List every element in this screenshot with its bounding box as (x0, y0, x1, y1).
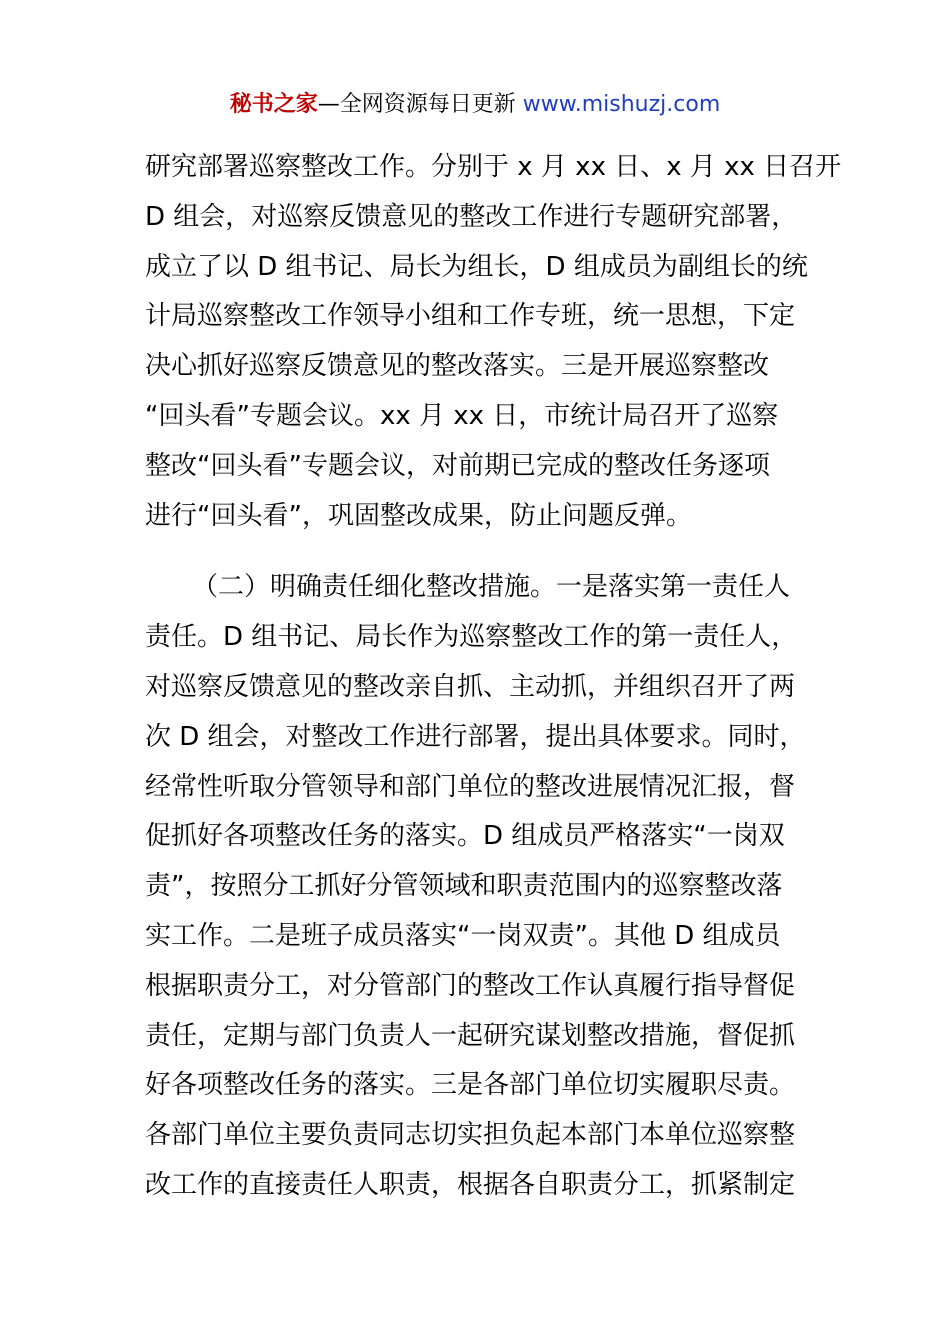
text-line: 进行“回头看”，巩固整改成果，防止问题反弹。 (145, 500, 692, 531)
text-line: 成立了以 D 组书记、局长为组长，D 组成员为副组长的统 (145, 251, 808, 282)
site-brand: 秘书之家 (229, 92, 318, 117)
site-header (0, 88, 950, 122)
paragraph-spacer (145, 541, 807, 563)
text-line: 促抓好各项整改任务的落实。D 组成员严格落实“一岗双 (145, 821, 785, 852)
text-line: 经常性听取分管领导和部门单位的整改进展情况汇报，督 (145, 771, 796, 802)
text-line: D 组会，对巡察反馈意见的整改工作进行专题研究部署， (145, 201, 798, 232)
text-line: 研究部署巡察整改工作。分别于 x 月 xx 日、x 月 xx 日召开 (145, 152, 842, 182)
text-line: 责任，定期与部门负责人一起研究谋划整改措施，督促抓 (145, 1020, 796, 1051)
paragraph-1 (145, 143, 842, 541)
paragraph-2-first-line: （二）明确责任细化整改措施。一是落实第一责任人 (192, 572, 791, 603)
site-url-link[interactable]: www.mishuzj.com (522, 92, 721, 117)
paragraph-2 (145, 563, 807, 1210)
text-line: 好各项整改任务的落实。三是各部门单位切实履职尽责。 (145, 1070, 796, 1101)
text-line: 改工作的直接责任人职责，根据各自职责分工，抓紧制定 (145, 1169, 796, 1200)
text-line: 整改“回头看”专题会议，对前期已完成的整改任务逐项 (145, 450, 770, 481)
text-line: 责”，按照分工抓好分管领域和职责范围内的巡察整改落 (145, 871, 783, 902)
text-line: 各部门单位主要负责同志切实担负起本部门本单位巡察整 (145, 1120, 796, 1151)
document-body (145, 143, 842, 1211)
text-line: 实工作。二是班子成员落实“一岗双责”。其他 D 组成员 (145, 920, 781, 951)
text-line: 对巡察反馈意见的整改亲自抓、主动抓，并组织召开了两 (145, 671, 796, 702)
text-line: 决心抓好巡察反馈意见的整改落实。三是开展巡察整改 (145, 351, 770, 382)
text-line: “回头看”专题会议。xx 月 xx 日，市统计局召开了巡察 (145, 400, 779, 431)
text-line: 责任。D 组书记、局长作为巡察整改工作的第一责任人， (145, 622, 798, 653)
text-line: 根据职责分工，对分管部门的整改工作认真履行指导督促 (145, 970, 796, 1001)
text-line: 次 D 组会，对整改工作进行部署，提出具体要求。同时， (145, 721, 806, 752)
text-line: 计局巡察整改工作领导小组和工作专班，统一思想，下定 (145, 301, 796, 332)
site-tagline: —全网资源每日更新 (317, 92, 523, 117)
